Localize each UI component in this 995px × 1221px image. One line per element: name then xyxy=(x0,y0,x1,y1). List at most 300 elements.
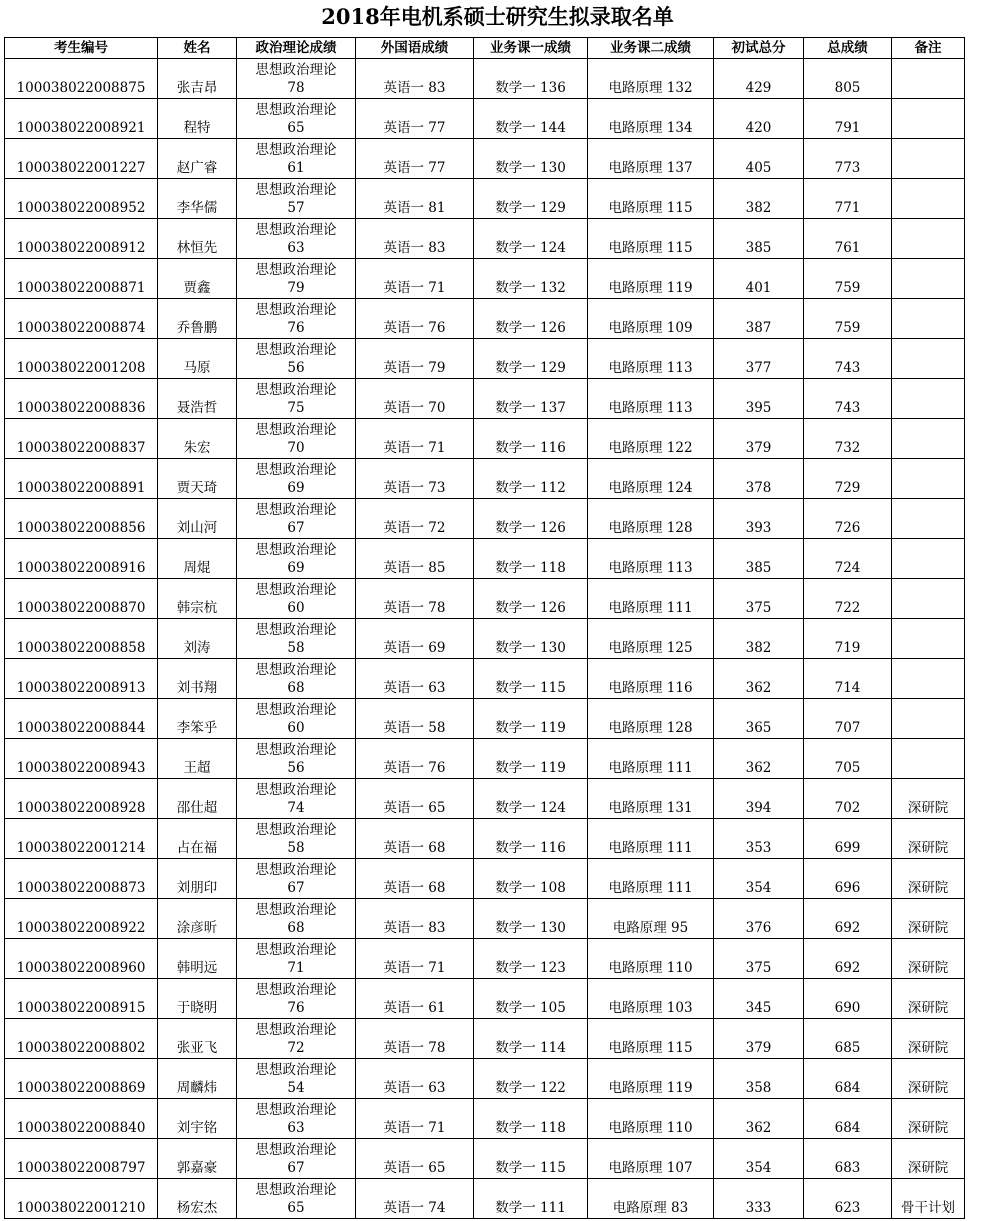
cell-course1: 数学一 129 xyxy=(474,179,588,219)
col-header-note: 备注 xyxy=(892,38,965,59)
politics-subject: 思想政治理论 xyxy=(255,1142,337,1158)
cell-prelim: 354 xyxy=(714,859,804,899)
cell-note xyxy=(892,139,965,179)
cell-politics xyxy=(237,779,356,819)
cell-prelim: 429 xyxy=(714,59,804,99)
cell-id: 100038022008844 xyxy=(5,699,158,739)
politics-score: 63 xyxy=(287,240,305,256)
cell-politics xyxy=(237,379,356,419)
cell-foreign: 英语一 65 xyxy=(356,779,474,819)
cell-foreign: 英语一 78 xyxy=(356,1019,474,1059)
cell-politics xyxy=(237,179,356,219)
cell-course1: 数学一 119 xyxy=(474,699,588,739)
cell-course2: 电路原理 103 xyxy=(588,979,714,1019)
cell-course2: 电路原理 113 xyxy=(588,339,714,379)
cell-course1: 数学一 130 xyxy=(474,139,588,179)
cell-course2: 电路原理 95 xyxy=(588,899,714,939)
cell-course2: 电路原理 128 xyxy=(588,699,714,739)
cell-note xyxy=(892,539,965,579)
cell-name: 郭嘉豪 xyxy=(158,1139,237,1179)
cell-politics xyxy=(237,899,356,939)
politics-score: 67 xyxy=(287,1160,305,1176)
cell-note: 深研院 xyxy=(892,1059,965,1099)
table-row xyxy=(5,1099,965,1139)
politics-score: 61 xyxy=(287,160,305,176)
cell-id: 100038022008870 xyxy=(5,579,158,619)
politics-subject: 思想政治理论 xyxy=(255,1102,337,1118)
cell-course1: 数学一 136 xyxy=(474,59,588,99)
cell-id: 100038022008837 xyxy=(5,419,158,459)
cell-id: 100038022008916 xyxy=(5,539,158,579)
cell-course1: 数学一 126 xyxy=(474,579,588,619)
cell-note: 深研院 xyxy=(892,859,965,899)
table-row xyxy=(5,539,965,579)
politics-score: 74 xyxy=(287,800,305,816)
cell-course2: 电路原理 107 xyxy=(588,1139,714,1179)
col-header-course2: 业务课二成绩 xyxy=(588,38,714,59)
politics-score: 68 xyxy=(287,920,305,936)
cell-course1: 数学一 126 xyxy=(474,299,588,339)
cell-note: 深研院 xyxy=(892,899,965,939)
cell-prelim: 395 xyxy=(714,379,804,419)
cell-course2: 电路原理 116 xyxy=(588,659,714,699)
cell-note xyxy=(892,59,965,99)
politics-score: 60 xyxy=(287,600,305,616)
cell-foreign: 英语一 83 xyxy=(356,219,474,259)
cell-politics xyxy=(237,219,356,259)
cell-id: 100038022008928 xyxy=(5,779,158,819)
cell-name: 刘宇铭 xyxy=(158,1099,237,1139)
cell-course2: 电路原理 122 xyxy=(588,419,714,459)
politics-subject: 思想政治理论 xyxy=(255,1062,337,1078)
cell-prelim: 377 xyxy=(714,339,804,379)
cell-name: 杨宏杰 xyxy=(158,1179,237,1219)
cell-foreign: 英语一 78 xyxy=(356,579,474,619)
cell-prelim: 405 xyxy=(714,139,804,179)
cell-course1: 数学一 115 xyxy=(474,659,588,699)
cell-course2: 电路原理 132 xyxy=(588,59,714,99)
table-row xyxy=(5,59,965,99)
cell-politics xyxy=(237,99,356,139)
cell-course1: 数学一 114 xyxy=(474,1019,588,1059)
cell-name: 程特 xyxy=(158,99,237,139)
cell-politics xyxy=(237,739,356,779)
cell-foreign: 英语一 68 xyxy=(356,819,474,859)
cell-total: 685 xyxy=(804,1019,892,1059)
politics-subject: 思想政治理论 xyxy=(255,982,337,998)
admission-table xyxy=(4,37,965,1219)
cell-total: 729 xyxy=(804,459,892,499)
cell-name: 林恒先 xyxy=(158,219,237,259)
cell-course1: 数学一 126 xyxy=(474,499,588,539)
cell-politics xyxy=(237,819,356,859)
cell-name: 乔鲁鹏 xyxy=(158,299,237,339)
cell-politics xyxy=(237,59,356,99)
cell-politics xyxy=(237,339,356,379)
cell-total: 722 xyxy=(804,579,892,619)
politics-score: 69 xyxy=(287,560,305,576)
politics-score: 76 xyxy=(287,1000,305,1016)
cell-note xyxy=(892,739,965,779)
cell-prelim: 353 xyxy=(714,819,804,859)
table-row xyxy=(5,1139,965,1179)
cell-name: 王超 xyxy=(158,739,237,779)
cell-course2: 电路原理 119 xyxy=(588,259,714,299)
cell-prelim: 379 xyxy=(714,1019,804,1059)
cell-prelim: 362 xyxy=(714,1099,804,1139)
politics-subject: 思想政治理论 xyxy=(255,1022,337,1038)
cell-note: 骨干计划 xyxy=(892,1179,965,1219)
politics-score: 63 xyxy=(287,1120,305,1136)
cell-prelim: 354 xyxy=(714,1139,804,1179)
table-row xyxy=(5,619,965,659)
cell-prelim: 382 xyxy=(714,179,804,219)
cell-politics xyxy=(237,419,356,459)
cell-course1: 数学一 130 xyxy=(474,619,588,659)
cell-note xyxy=(892,379,965,419)
politics-subject: 思想政治理论 xyxy=(255,902,337,918)
cell-politics xyxy=(237,619,356,659)
cell-politics xyxy=(237,1019,356,1059)
cell-name: 刘涛 xyxy=(158,619,237,659)
col-header-total: 总成绩 xyxy=(804,38,892,59)
politics-subject: 思想政治理论 xyxy=(255,222,337,238)
politics-score: 54 xyxy=(287,1080,305,1096)
cell-course1: 数学一 111 xyxy=(474,1179,588,1219)
politics-subject: 思想政治理论 xyxy=(255,102,337,118)
politics-score: 71 xyxy=(287,960,305,976)
politics-subject: 思想政治理论 xyxy=(255,382,337,398)
cell-foreign: 英语一 83 xyxy=(356,899,474,939)
politics-subject: 思想政治理论 xyxy=(255,942,337,958)
cell-total: 714 xyxy=(804,659,892,699)
politics-score: 56 xyxy=(287,360,305,376)
cell-politics xyxy=(237,699,356,739)
cell-politics xyxy=(237,539,356,579)
cell-id: 100038022008874 xyxy=(5,299,158,339)
cell-prelim: 379 xyxy=(714,419,804,459)
cell-foreign: 英语一 73 xyxy=(356,459,474,499)
cell-prelim: 362 xyxy=(714,659,804,699)
cell-course1: 数学一 124 xyxy=(474,219,588,259)
cell-name: 刘朋印 xyxy=(158,859,237,899)
cell-course2: 电路原理 119 xyxy=(588,1059,714,1099)
cell-course1: 数学一 144 xyxy=(474,99,588,139)
cell-id: 100038022001208 xyxy=(5,339,158,379)
cell-course2: 电路原理 124 xyxy=(588,459,714,499)
politics-subject: 思想政治理论 xyxy=(255,1182,337,1198)
cell-politics xyxy=(237,979,356,1019)
cell-politics xyxy=(237,1059,356,1099)
cell-name: 刘书翔 xyxy=(158,659,237,699)
cell-name: 李笨乎 xyxy=(158,699,237,739)
cell-total: 702 xyxy=(804,779,892,819)
cell-politics xyxy=(237,259,356,299)
cell-name: 贾天琦 xyxy=(158,459,237,499)
politics-score: 65 xyxy=(287,120,305,136)
cell-total: 726 xyxy=(804,499,892,539)
cell-total: 692 xyxy=(804,939,892,979)
cell-course1: 数学一 112 xyxy=(474,459,588,499)
cell-note: 深研院 xyxy=(892,939,965,979)
table-row xyxy=(5,859,965,899)
cell-total: 759 xyxy=(804,299,892,339)
cell-id: 100038022001210 xyxy=(5,1179,158,1219)
cell-note xyxy=(892,659,965,699)
cell-course1: 数学一 108 xyxy=(474,859,588,899)
politics-subject: 思想政治理论 xyxy=(255,742,337,758)
cell-foreign: 英语一 58 xyxy=(356,699,474,739)
cell-foreign: 英语一 81 xyxy=(356,179,474,219)
cell-foreign: 英语一 83 xyxy=(356,59,474,99)
cell-note xyxy=(892,219,965,259)
cell-foreign: 英语一 63 xyxy=(356,659,474,699)
cell-name: 马原 xyxy=(158,339,237,379)
cell-course2: 电路原理 115 xyxy=(588,219,714,259)
cell-note: 深研院 xyxy=(892,1019,965,1059)
cell-foreign: 英语一 72 xyxy=(356,499,474,539)
cell-total: 724 xyxy=(804,539,892,579)
cell-total: 699 xyxy=(804,819,892,859)
cell-total: 761 xyxy=(804,219,892,259)
cell-id: 100038022008856 xyxy=(5,499,158,539)
cell-id: 100038022008871 xyxy=(5,259,158,299)
cell-id: 100038022008922 xyxy=(5,899,158,939)
cell-note: 深研院 xyxy=(892,1139,965,1179)
cell-name: 涂彦昕 xyxy=(158,899,237,939)
cell-id: 100038022001227 xyxy=(5,139,158,179)
table-row xyxy=(5,339,965,379)
cell-politics xyxy=(237,1099,356,1139)
politics-subject: 思想政治理论 xyxy=(255,862,337,878)
cell-total: 743 xyxy=(804,339,892,379)
col-header-foreign: 外国语成绩 xyxy=(356,38,474,59)
cell-id: 100038022008873 xyxy=(5,859,158,899)
table-row xyxy=(5,659,965,699)
cell-prelim: 385 xyxy=(714,219,804,259)
cell-course2: 电路原理 110 xyxy=(588,1099,714,1139)
cell-note xyxy=(892,99,965,139)
cell-prelim: 333 xyxy=(714,1179,804,1219)
cell-prelim: 362 xyxy=(714,739,804,779)
cell-id: 100038022008797 xyxy=(5,1139,158,1179)
cell-total: 773 xyxy=(804,139,892,179)
politics-score: 79 xyxy=(287,280,305,296)
cell-id: 100038022008836 xyxy=(5,379,158,419)
page-title: 2018年电机系硕士研究生拟录取名单 xyxy=(321,4,674,29)
cell-prelim: 385 xyxy=(714,539,804,579)
politics-score: 78 xyxy=(287,80,305,96)
table-row xyxy=(5,739,965,779)
cell-id: 100038022008915 xyxy=(5,979,158,1019)
cell-prelim: 365 xyxy=(714,699,804,739)
col-header-prelim: 初试总分 xyxy=(714,38,804,59)
cell-id: 100038022008921 xyxy=(5,99,158,139)
politics-subject: 思想政治理论 xyxy=(255,182,337,198)
politics-score: 72 xyxy=(287,1040,305,1056)
cell-foreign: 英语一 77 xyxy=(356,139,474,179)
cell-total: 771 xyxy=(804,179,892,219)
col-header-course1: 业务课一成绩 xyxy=(474,38,588,59)
table-row xyxy=(5,379,965,419)
table-row xyxy=(5,1019,965,1059)
cell-prelim: 345 xyxy=(714,979,804,1019)
politics-score: 57 xyxy=(287,200,305,216)
cell-name: 张亚飞 xyxy=(158,1019,237,1059)
cell-prelim: 378 xyxy=(714,459,804,499)
cell-foreign: 英语一 69 xyxy=(356,619,474,659)
cell-course2: 电路原理 115 xyxy=(588,1019,714,1059)
table-row xyxy=(5,699,965,739)
cell-course1: 数学一 124 xyxy=(474,779,588,819)
cell-course1: 数学一 118 xyxy=(474,1099,588,1139)
cell-total: 759 xyxy=(804,259,892,299)
cell-note xyxy=(892,259,965,299)
table-row xyxy=(5,499,965,539)
cell-id: 100038022008869 xyxy=(5,1059,158,1099)
cell-course1: 数学一 130 xyxy=(474,899,588,939)
table-row xyxy=(5,259,965,299)
cell-foreign: 英语一 68 xyxy=(356,859,474,899)
cell-foreign: 英语一 71 xyxy=(356,259,474,299)
header-row xyxy=(5,38,965,59)
cell-total: 732 xyxy=(804,419,892,459)
cell-politics xyxy=(237,579,356,619)
cell-course2: 电路原理 110 xyxy=(588,939,714,979)
cell-politics xyxy=(237,659,356,699)
table-row xyxy=(5,459,965,499)
politics-score: 68 xyxy=(287,680,305,696)
cell-foreign: 英语一 76 xyxy=(356,739,474,779)
table-row xyxy=(5,819,965,859)
cell-course2: 电路原理 125 xyxy=(588,619,714,659)
cell-course1: 数学一 129 xyxy=(474,339,588,379)
cell-course2: 电路原理 131 xyxy=(588,779,714,819)
table-row xyxy=(5,179,965,219)
cell-course1: 数学一 137 xyxy=(474,379,588,419)
table-row xyxy=(5,1179,965,1219)
cell-prelim: 376 xyxy=(714,899,804,939)
cell-total: 683 xyxy=(804,1139,892,1179)
cell-id: 100038022008891 xyxy=(5,459,158,499)
politics-score: 60 xyxy=(287,720,305,736)
table-row xyxy=(5,779,965,819)
cell-total: 719 xyxy=(804,619,892,659)
cell-course2: 电路原理 83 xyxy=(588,1179,714,1219)
cell-foreign: 英语一 79 xyxy=(356,339,474,379)
cell-prelim: 358 xyxy=(714,1059,804,1099)
cell-total: 791 xyxy=(804,99,892,139)
table-body xyxy=(5,59,965,1219)
cell-total: 684 xyxy=(804,1099,892,1139)
politics-subject: 思想政治理论 xyxy=(255,782,337,798)
politics-subject: 思想政治理论 xyxy=(255,462,337,478)
cell-politics xyxy=(237,859,356,899)
cell-id: 100038022008840 xyxy=(5,1099,158,1139)
cell-prelim: 394 xyxy=(714,779,804,819)
table-row xyxy=(5,99,965,139)
cell-course1: 数学一 122 xyxy=(474,1059,588,1099)
cell-id: 100038022008960 xyxy=(5,939,158,979)
cell-foreign: 英语一 63 xyxy=(356,1059,474,1099)
cell-note xyxy=(892,339,965,379)
table-row xyxy=(5,1059,965,1099)
cell-name: 刘山河 xyxy=(158,499,237,539)
politics-subject: 思想政治理论 xyxy=(255,342,337,358)
politics-subject: 思想政治理论 xyxy=(255,662,337,678)
cell-note xyxy=(892,419,965,459)
politics-score: 70 xyxy=(287,440,305,456)
cell-name: 周焜 xyxy=(158,539,237,579)
cell-note xyxy=(892,579,965,619)
cell-course2: 电路原理 109 xyxy=(588,299,714,339)
cell-name: 赵广睿 xyxy=(158,139,237,179)
cell-politics xyxy=(237,1179,356,1219)
cell-name: 李华儒 xyxy=(158,179,237,219)
cell-name: 邵仕超 xyxy=(158,779,237,819)
politics-score: 69 xyxy=(287,480,305,496)
politics-subject: 思想政治理论 xyxy=(255,302,337,318)
cell-note xyxy=(892,179,965,219)
cell-note xyxy=(892,699,965,739)
politics-subject: 思想政治理论 xyxy=(255,142,337,158)
cell-name: 周麟炜 xyxy=(158,1059,237,1099)
cell-note xyxy=(892,499,965,539)
cell-total: 705 xyxy=(804,739,892,779)
cell-total: 690 xyxy=(804,979,892,1019)
table-row xyxy=(5,299,965,339)
cell-name: 韩宗杭 xyxy=(158,579,237,619)
cell-course2: 电路原理 134 xyxy=(588,99,714,139)
cell-prelim: 401 xyxy=(714,259,804,299)
cell-prelim: 420 xyxy=(714,99,804,139)
cell-politics xyxy=(237,139,356,179)
cell-id: 100038022008802 xyxy=(5,1019,158,1059)
cell-course1: 数学一 116 xyxy=(474,819,588,859)
table-row xyxy=(5,579,965,619)
col-header-id: 考生编号 xyxy=(5,38,158,59)
politics-subject: 思想政治理论 xyxy=(255,622,337,638)
cell-note: 深研院 xyxy=(892,979,965,1019)
cell-name: 张吉昂 xyxy=(158,59,237,99)
table-row xyxy=(5,139,965,179)
table-row xyxy=(5,939,965,979)
cell-foreign: 英语一 76 xyxy=(356,299,474,339)
cell-foreign: 英语一 65 xyxy=(356,1139,474,1179)
cell-id: 100038022008858 xyxy=(5,619,158,659)
cell-foreign: 英语一 71 xyxy=(356,419,474,459)
cell-note: 深研院 xyxy=(892,779,965,819)
cell-id: 100038022001214 xyxy=(5,819,158,859)
cell-politics xyxy=(237,459,356,499)
cell-total: 684 xyxy=(804,1059,892,1099)
cell-name: 聂浩哲 xyxy=(158,379,237,419)
cell-course2: 电路原理 137 xyxy=(588,139,714,179)
cell-id: 100038022008943 xyxy=(5,739,158,779)
cell-foreign: 英语一 85 xyxy=(356,539,474,579)
col-header-name: 姓名 xyxy=(158,38,237,59)
cell-note: 深研院 xyxy=(892,819,965,859)
cell-course1: 数学一 119 xyxy=(474,739,588,779)
cell-id: 100038022008913 xyxy=(5,659,158,699)
cell-course2: 电路原理 111 xyxy=(588,739,714,779)
cell-total: 696 xyxy=(804,859,892,899)
cell-foreign: 英语一 71 xyxy=(356,939,474,979)
cell-name: 朱宏 xyxy=(158,419,237,459)
politics-subject: 思想政治理论 xyxy=(255,822,337,838)
cell-course2: 电路原理 115 xyxy=(588,179,714,219)
politics-score: 67 xyxy=(287,880,305,896)
